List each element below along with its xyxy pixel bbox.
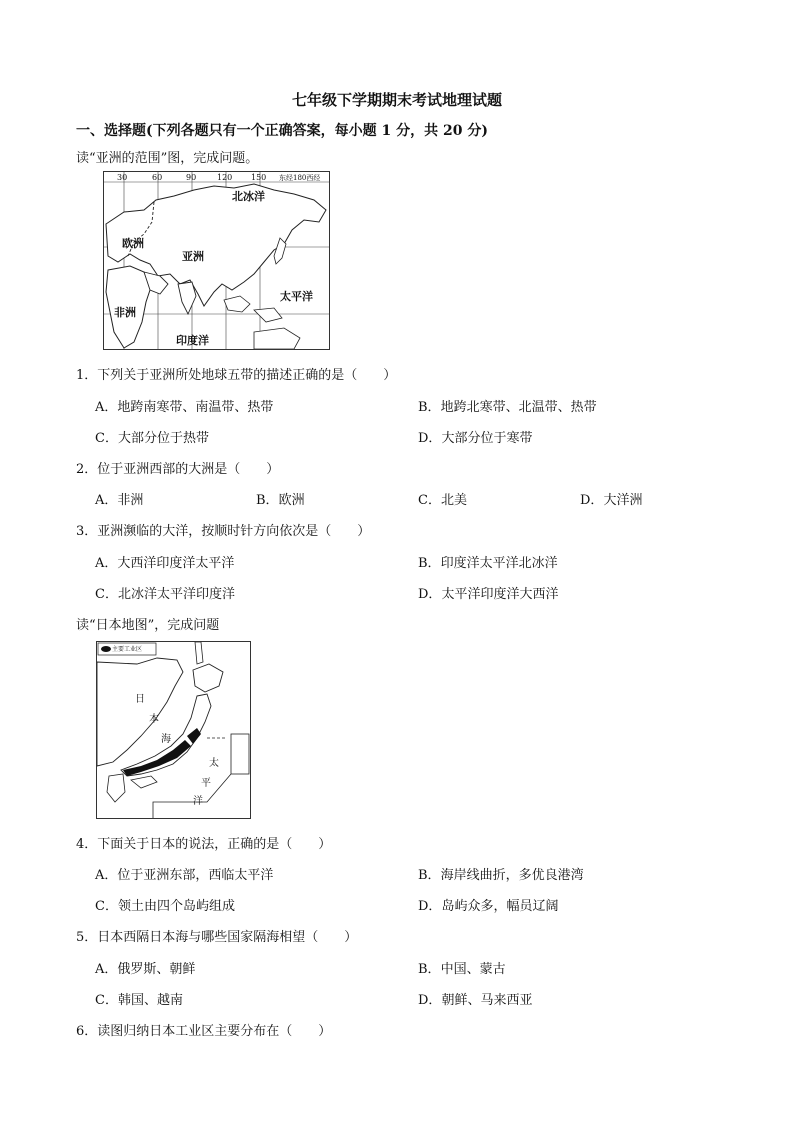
intro-asia-map: 读“亚洲的范围”图，完成问题。 <box>76 151 259 166</box>
japan-map-figure <box>96 641 251 819</box>
section-heading: 一、选择题(下列各题只有一个正确答案，每小题 1 分，共 20 分) <box>76 123 488 139</box>
question-6: 6．读图归纳日本工业区主要分布在（ ） <box>76 1024 332 1039</box>
question-5: 5．日本西隔日本海与哪些国家隔海相望（ ） <box>76 930 358 945</box>
japan-legend-label: 主要工业区 <box>112 646 143 653</box>
q1-option-c: C．大部分位于热带 <box>95 431 209 446</box>
label-africa: 非洲 <box>114 306 136 319</box>
q4-option-d: D．岛屿众多，幅员辽阔 <box>418 899 559 914</box>
q1-option-a: A．地跨南寒带、南温带、热带 <box>95 400 274 415</box>
corner-label: 东经180西经 <box>279 174 321 182</box>
ocean-char-1: 太 <box>209 758 219 769</box>
question-1: 1．下列关于亚洲所处地球五带的描述正确的是（ ） <box>76 368 397 383</box>
japan-map-svg <box>97 642 250 818</box>
lon-label-60: 60 <box>152 173 163 182</box>
q5-option-b: B．中国、蒙古 <box>418 962 506 977</box>
q5-option-d: D．朝鲜、马来西亚 <box>418 993 533 1008</box>
q3-option-a: A．大西洋印度洋太平洋 <box>95 556 235 571</box>
lon-label-90: 90 <box>186 173 197 182</box>
q5-option-a: A．俄罗斯、朝鲜 <box>95 962 196 977</box>
ocean-char-3: 洋 <box>193 796 203 807</box>
q2-option-c: C．北美 <box>418 493 467 508</box>
ocean-char-2: 平 <box>201 778 211 789</box>
sea-char-3: 海 <box>161 734 171 745</box>
q3-option-b: B．印度洋太平洋北冰洋 <box>418 556 558 571</box>
lon-label-30: 30 <box>117 173 128 182</box>
question-3: 3．亚洲濒临的大洋，按顺时针方向依次是（ ） <box>76 524 371 539</box>
sea-char-2: 本 <box>149 714 159 725</box>
intro-japan-map: 读“日本地图”，完成问题 <box>76 618 220 633</box>
q2-option-b: B．欧洲 <box>256 493 305 508</box>
q4-option-c: C．领土由四个岛屿组成 <box>95 899 235 914</box>
sea-char-1: 日 <box>135 694 145 705</box>
q4-option-b: B．海岸线曲折，多优良港湾 <box>418 868 584 883</box>
label-europe: 欧洲 <box>122 237 144 250</box>
question-4: 4．下面关于日本的说法，正确的是（ ） <box>76 837 332 852</box>
label-pacific-ocean: 太平洋 <box>280 290 313 303</box>
question-2: 2．位于亚洲西部的大洲是（ ） <box>76 462 280 477</box>
label-arctic-ocean: 北冰洋 <box>232 190 265 203</box>
q2-option-a: A．非洲 <box>95 493 144 508</box>
q5-option-c: C．韩国、越南 <box>95 993 183 1008</box>
asia-map-svg <box>104 172 329 349</box>
lon-label-120: 120 <box>217 173 233 182</box>
label-asia: 亚洲 <box>182 250 204 263</box>
label-indian-ocean: 印度洋 <box>176 334 209 347</box>
lon-label-150: 150 <box>251 173 267 182</box>
q4-option-a: A．位于亚洲东部，西临太平洋 <box>95 868 274 883</box>
q1-option-b: B．地跨北寒带、北温带、热带 <box>418 400 597 415</box>
asia-map-figure <box>103 171 330 350</box>
q3-option-c: C．北冰洋太平洋印度洋 <box>95 587 235 602</box>
page-title: 七年级下学期期末考试地理试题 <box>291 91 502 109</box>
q3-option-d: D．太平洋印度洋大西洋 <box>418 587 559 602</box>
q1-option-d: D．大部分位于寒带 <box>418 431 533 446</box>
q2-option-d: D．大洋洲 <box>580 493 643 508</box>
